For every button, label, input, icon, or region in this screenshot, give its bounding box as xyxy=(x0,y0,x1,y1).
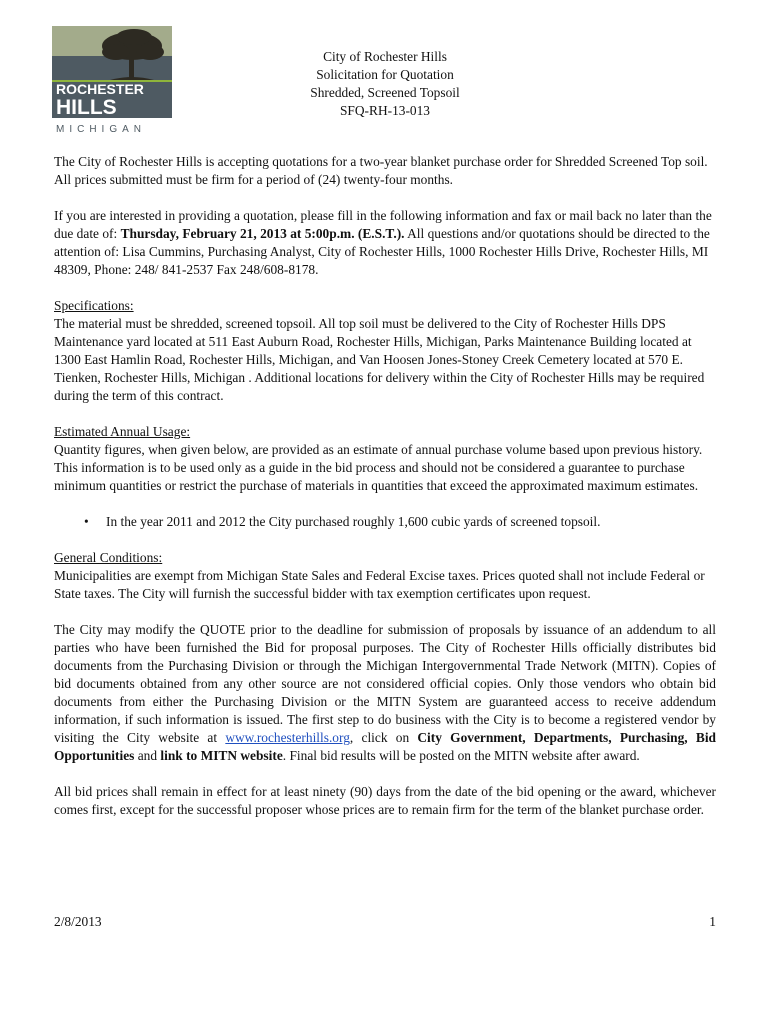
header-line-4: SFQ-RH-13-013 xyxy=(339,103,431,118)
general-conditions-paragraph: Municipalities are exempt from Michigan State Sales and Federal Excise taxes. Prices quoted shall not include Federal or State taxes. The City will furnish the successful bidder with tax exemption certificates upon request. xyxy=(54,568,705,601)
logo-line3: MICHIGAN xyxy=(56,124,146,135)
modify-bold-2: link to MITN website xyxy=(160,748,283,763)
logo-line2: HILLS xyxy=(56,96,117,119)
footer-date: 2/8/2013 xyxy=(54,914,102,929)
logo-line1: ROCHESTER xyxy=(56,81,144,97)
due-date: Thursday, February 21, 2013 at 5:00p.m. (E.S.T.). xyxy=(120,226,405,241)
rochester-hills-logo xyxy=(50,24,174,136)
document-header xyxy=(190,48,580,120)
specifications-paragraph: The material must be shredded, screened topsoil. All top soil must be delivered to the City of Rochester Hills DPS Maintenance yard located at 511 East Auburn Road, Rochester Hills, Michigan, Parks Maintenance Building located at 1300 East Hamlin Road, Rochester Hills, Michigan, and Van Hoosen Jones-Stoney Creek Cemetery located at 570 E. Tienken, Rochester Hills, Michigan . Additional locations for delivery within the City of Rochester Hills may be required during the term of this contract. xyxy=(54,316,705,403)
quotation-text-2: All questions and/or quotations should be directed to the attention of: Lisa Cummins, Purchasing Analyst, City of Rochester Hills, 1000 Rochester Hills Drive, Rochester Hills, MI 48309, Phone: 248/ 841-2537 Fax 248/608-8178. xyxy=(54,226,710,277)
usage-paragraph: Quantity figures, when given below, are provided as an estimate of annual purchase volume based upon previous history. This information is to be used only as a guide in the bid process and should not be considered a guarantee to purchase minimum quantities or restrict the purchase of materials in quantities that exceed the approximated maximum estimates. xyxy=(54,442,703,493)
modify-text-1: The City may modify the QUOTE prior to the deadline for submission of proposals by issuance of an addendum to all parties who have been furnished the Bid for proposal purposes. The City of Rochester Hills officially distributes bid documents from the Purchasing Division or through the Michigan Intergovernmental Trade Network (MITN). Copies of bid documents obtained from any other source are not considered official copies. Only those vendors who obtain bid documents from either the Purchasing Division or the MITN System are guaranteed access to receive addendum information, if such information is issued. The first step to do business with the City is to become a registered vendor by visiting the City website at xyxy=(54,622,716,745)
page-footer xyxy=(54,913,716,931)
list-item xyxy=(84,513,716,531)
header-line-3: Shredded, Screened Topsoil xyxy=(310,85,460,100)
usage-heading: Estimated Annual Usage: xyxy=(54,424,191,439)
quotation-text-1: If you are interested in providing a quotation, please fill in the following information and fax or mail back no later than the due date of: xyxy=(54,208,712,241)
header-line-2: Solicitation for Quotation xyxy=(316,67,454,82)
header-line-1: City of Rochester Hills xyxy=(323,49,447,64)
modify-paragraph xyxy=(54,621,716,765)
modify-bold-1: City Government, Departments, Purchasing, Bid Opportunities xyxy=(54,730,716,763)
modify-text-2: , click on xyxy=(349,730,418,745)
intro-paragraph: The City of Rochester Hills is accepting quotations for a two-year blanket purchase order for Shredded Screened Top soil. All prices submitted must be firm for a period of (24) twenty-four months. xyxy=(54,154,708,187)
usage-bullet-text: In the year 2011 and 2012 the City purchased roughly 1,600 cubic yards of screened topsoil. xyxy=(106,514,601,529)
bullet-icon: • xyxy=(84,514,89,529)
general-conditions-heading: General Conditions: xyxy=(54,550,163,565)
specifications-heading: Specifications: xyxy=(54,298,134,313)
website-link[interactable]: www.rochesterhills.org xyxy=(225,730,350,745)
page-number: 1 xyxy=(709,914,716,929)
modify-text-4: . Final bid results will be posted on the MITN website after award. xyxy=(282,748,640,763)
modify-text-3: and xyxy=(134,748,161,763)
quotation-paragraph xyxy=(54,207,716,279)
prices-paragraph: All bid prices shall remain in effect for at least ninety (90) days from the date of the bid opening or the award, whichever comes first, except for the successful proposer whose prices are to remain firm for the term of the blanket purchase order. xyxy=(54,784,716,817)
document-body xyxy=(54,153,716,819)
